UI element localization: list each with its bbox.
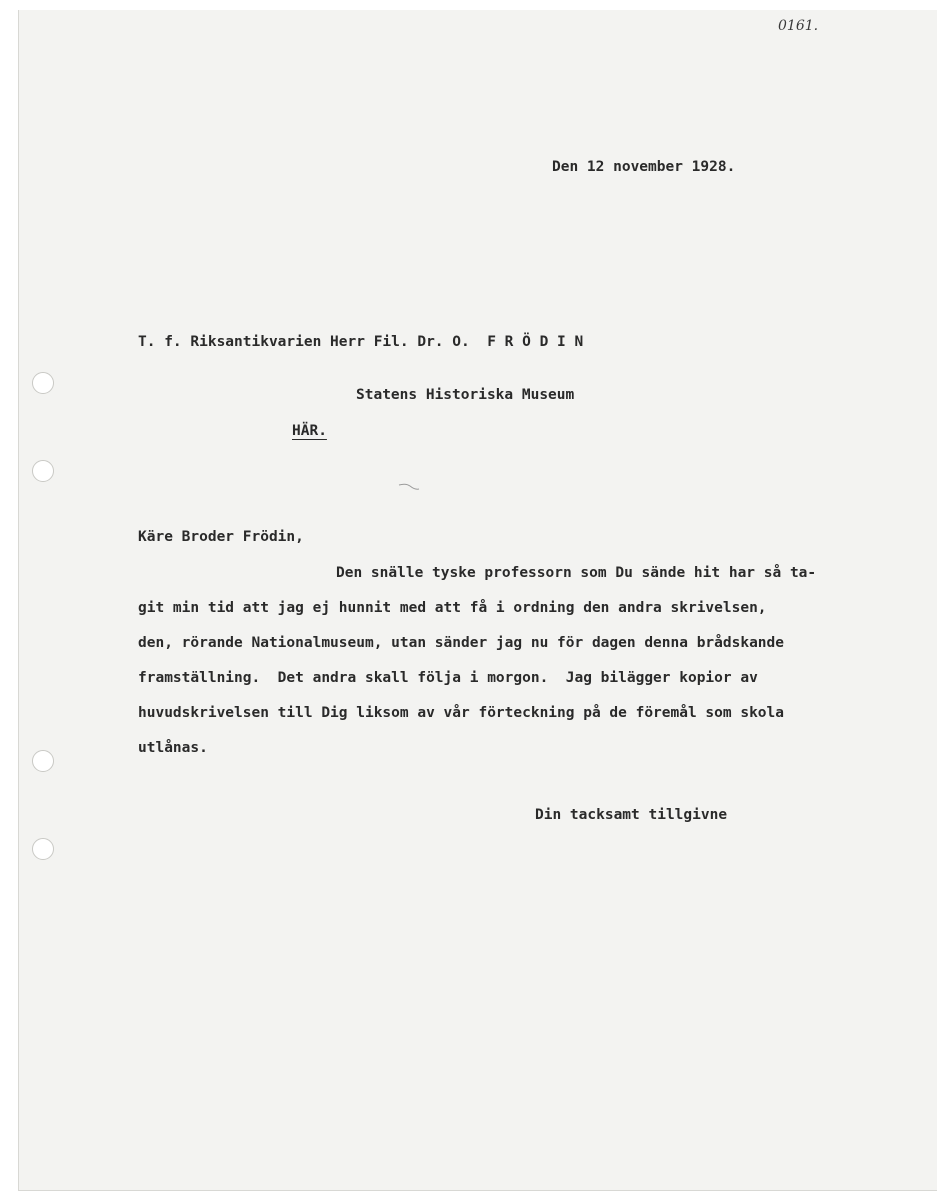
punch-hole bbox=[32, 460, 54, 482]
punch-hole bbox=[32, 372, 54, 394]
punch-hole bbox=[32, 750, 54, 772]
salutation: Käre Broder Frödin, bbox=[138, 529, 304, 545]
ink-mark bbox=[398, 482, 420, 492]
body-line: framställning. Det andra skall följa i morgon. Jag bilägger kopior av bbox=[138, 670, 758, 686]
recipient-location: HÄR. bbox=[292, 423, 327, 439]
body-line: git min tid att jag ej hunnit med att få i ordning den andra skrivelsen, bbox=[138, 600, 767, 616]
recipient-institution: Statens Historiska Museum bbox=[356, 387, 575, 403]
body-line: huvudskrivelsen till Dig liksom av vår förteckning på de föremål som skola bbox=[138, 705, 785, 721]
body-line: utlånas. bbox=[138, 740, 208, 756]
punch-hole bbox=[32, 838, 54, 860]
closing: Din tacksamt tillgivne bbox=[535, 807, 728, 823]
body-line: den, rörande Nationalmuseum, utan sänder jag nu för dagen denna brådskande bbox=[138, 635, 785, 651]
body-line: Den snälle tyske professorn som Du sände hit har så ta- bbox=[336, 565, 817, 581]
date-line: Den 12 november 1928. bbox=[552, 159, 736, 175]
archive-number: 0161. bbox=[778, 18, 819, 34]
recipient-name: T. f. Riksantikvarien Herr Fil. Dr. O. F R Ö D I N bbox=[138, 334, 584, 350]
